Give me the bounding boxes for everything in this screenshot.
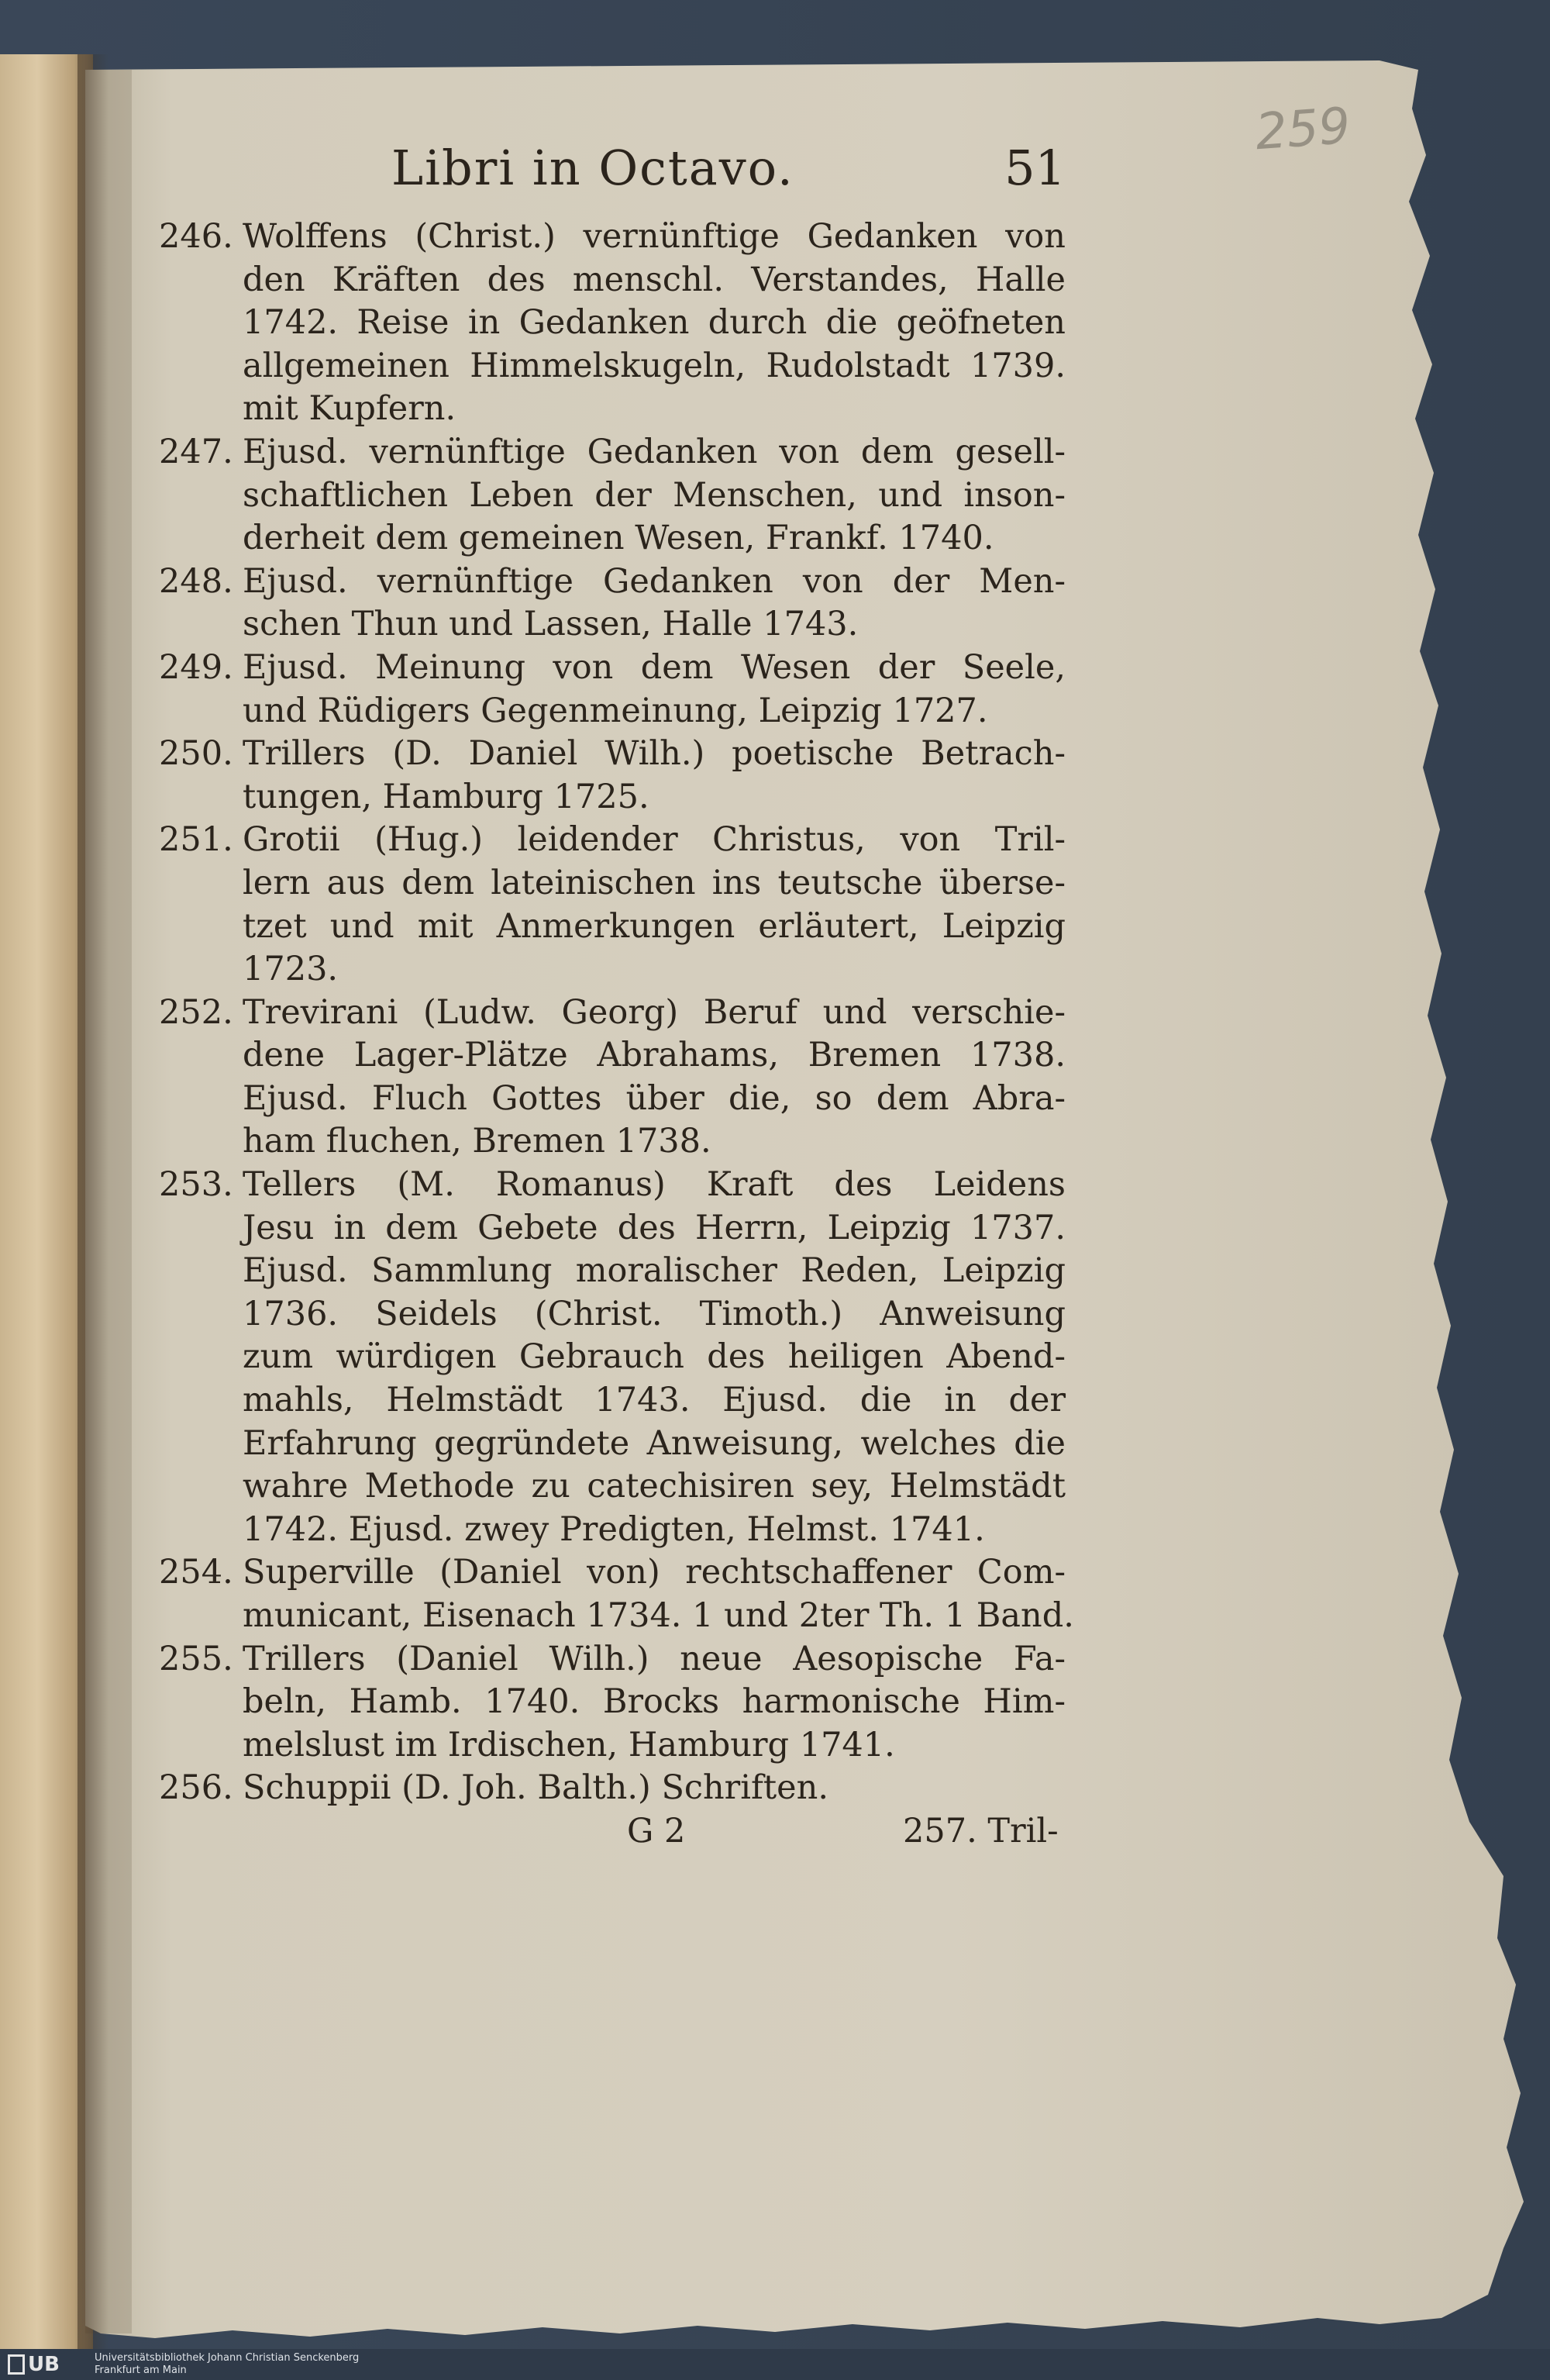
entry-line: Trevirani (Ludw. Georg) Beruf und verschie- xyxy=(243,992,1066,1032)
entry-line: Ejusd. vernünftige Gedanken von dem gesell- xyxy=(243,432,1066,471)
entry-number: 252. xyxy=(159,992,233,1032)
logo-text: UB xyxy=(28,2353,60,2376)
entry-line: wahre Methode zu catechisiren sey, Helmstädt xyxy=(243,1467,1066,1506)
catalogue-entry xyxy=(159,1164,1081,1551)
catalogue-entry xyxy=(159,1767,1081,1810)
entry-number: 248. xyxy=(159,561,233,601)
entry-number: 253. xyxy=(159,1165,233,1205)
entry-line: beln, Hamb. 1740. Brocks harmonische Him- xyxy=(243,1682,1066,1722)
page-text xyxy=(159,124,1081,1858)
catalogue-entries xyxy=(159,216,1081,1810)
catalogue-entry xyxy=(159,819,1081,991)
library-credit-line: Universitätsbibliothek Johann Christian Senckenberg xyxy=(95,2352,360,2364)
entry-line: 1736. Seidels (Christ. Timoth.) Anweisung xyxy=(243,1294,1066,1333)
entry-line: Tellers (M. Romanus) Kraft des Leidens xyxy=(243,1165,1066,1205)
entry-line: Trillers (Daniel Wilh.) neue Aesopische Fa- xyxy=(243,1639,1066,1678)
entry-line: ham fluchen, Bremen 1738. xyxy=(243,1122,711,1161)
logo-square-icon xyxy=(8,2354,25,2375)
running-header xyxy=(159,124,1081,209)
entry-line: Superville (Daniel von) rechtschaffener Com- xyxy=(243,1553,1066,1592)
catalogue-entry xyxy=(159,647,1081,733)
library-credit-line: Frankfurt am Main xyxy=(95,2364,187,2376)
entry-line: den Kräften des menschl. Verstandes, Halle xyxy=(243,260,1066,299)
entry-line: mit Kupfern. xyxy=(243,389,456,429)
entry-number: 250. xyxy=(159,734,233,774)
entry-line: Grotii (Hug.) leidender Christus, von Tril- xyxy=(243,820,1066,860)
page-number: 51 xyxy=(1004,140,1066,196)
entry-line: melslust im Irdischen, Hamburg 1741. xyxy=(243,1725,895,1764)
entry-line: 1742. Ejusd. zwey Predigten, Helmst. 1741. xyxy=(243,1509,985,1549)
entry-line: schen Thun und Lassen, Halle 1743. xyxy=(243,605,859,644)
entry-number: 254. xyxy=(159,1553,233,1592)
entry-line: lern aus dem lateinischen ins teutsche überse- xyxy=(243,863,1066,902)
catalogue-entry xyxy=(159,561,1081,647)
entry-line: Schuppii (D. Joh. Balth.) Schriften. xyxy=(243,1768,828,1808)
entry-line: zum würdigen Gebrauch des heiligen Abend- xyxy=(243,1337,1066,1377)
entry-line: tzet und mit Anmerkungen erläutert, Leipzig xyxy=(243,906,1066,946)
entry-line: und Rüdigers Gegenmeinung, Leipzig 1727. xyxy=(243,691,988,730)
catalogue-entry xyxy=(159,1638,1081,1768)
catchword: 257. Tril- xyxy=(903,1811,1059,1851)
entry-line: Ejusd. Meinung von dem Wesen der Seele, xyxy=(243,647,1066,687)
entry-number: 255. xyxy=(159,1639,233,1678)
entry-line: Trillers (D. Daniel Wilh.) poetische Betrach- xyxy=(243,734,1066,774)
entry-line: 1723. xyxy=(243,950,339,989)
entry-line: allgemeinen Himmelskugeln, Rudolstadt 1739. xyxy=(243,346,1066,385)
entry-number: 247. xyxy=(159,432,233,471)
catalogue-entry xyxy=(159,733,1081,819)
signature-mark: G 2 xyxy=(627,1811,686,1851)
entry-line: Ejusd. vernünftige Gedanken von der Men- xyxy=(243,561,1066,601)
catalogue-entry xyxy=(159,1551,1081,1637)
entry-number: 251. xyxy=(159,820,233,860)
entry-number: 256. xyxy=(159,1768,233,1808)
entry-line: Wolffens (Christ.) vernünftige Gedanken von xyxy=(243,217,1066,256)
entry-line: tungen, Hamburg 1725. xyxy=(243,777,649,816)
entry-line: Ejusd. Fluch Gottes über die, so dem Abra- xyxy=(243,1078,1066,1118)
entry-line: Jesu in dem Gebete des Herrn, Leipzig 1737. xyxy=(243,1208,1066,1247)
entry-line: schaftlichen Leben der Menschen, und inson- xyxy=(243,475,1066,515)
entry-line: dene Lager-Plätze Abrahams, Bremen 1738. xyxy=(243,1036,1066,1075)
catalogue-entry xyxy=(159,216,1081,431)
catalogue-entry xyxy=(159,431,1081,561)
entry-line: Erfahrung gegründete Anweisung, welches die xyxy=(243,1423,1066,1463)
pencil-annotation: 259 xyxy=(1253,97,1352,162)
entry-line: municant, Eisenach 1734. 1 und 2ter Th. 1 Band. xyxy=(243,1596,1074,1635)
entry-line: derheit dem gemeinen Wesen, Frankf. 1740. xyxy=(243,519,994,558)
entry-line: Ejusd. Sammlung moralischer Reden, Leipzig xyxy=(243,1251,1066,1291)
entry-line: 1742. Reise in Gedanken durch die geöfneten xyxy=(243,303,1066,343)
library-credit xyxy=(95,2352,359,2377)
entry-line: mahls, Helmstädt 1743. Ejusd. die in der xyxy=(243,1381,1066,1420)
library-logo xyxy=(8,2353,82,2376)
catalogue-entry xyxy=(159,992,1081,1164)
entry-number: 249. xyxy=(159,647,233,687)
entry-number: 246. xyxy=(159,217,233,256)
spine-shadow xyxy=(78,54,108,2349)
page-footer xyxy=(159,1812,1081,1858)
header-title: Libri in Octavo. xyxy=(391,140,794,196)
